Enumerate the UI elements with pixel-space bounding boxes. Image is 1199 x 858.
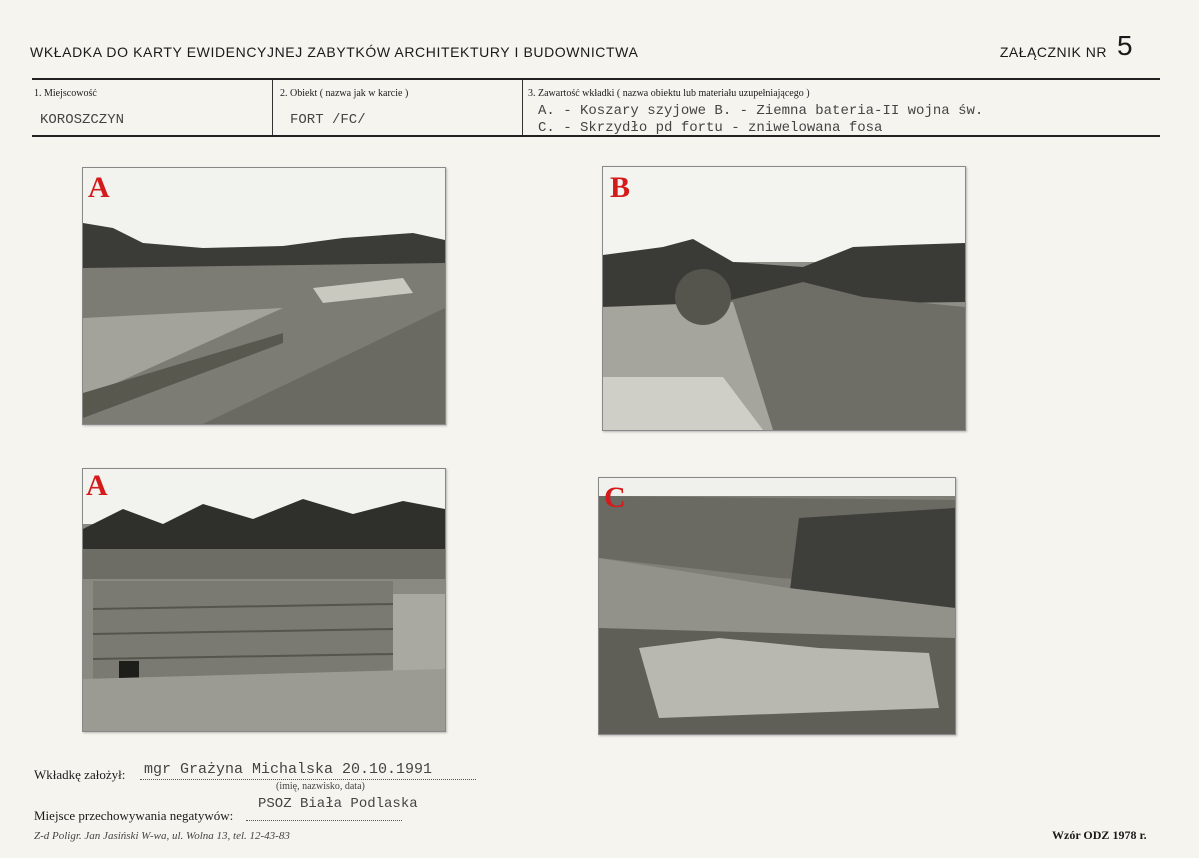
field-divider-2 [522, 80, 523, 135]
contents-line-2: C. - Skrzydło pd fortu - zniwelowana fosa [538, 120, 883, 136]
photo-letter-a-top: A [88, 171, 110, 204]
header-top-rule [32, 78, 1160, 80]
photo-c-leveled-moat-image [599, 478, 955, 734]
photo-letter-a-bottom: A [86, 469, 108, 502]
negatives-label: Miejsce przechowywania negatywów: [34, 808, 234, 823]
created-by-hint: (imię, nazwisko, data) [276, 781, 365, 792]
contents-label: 3. Zawartość wkładki ( nazwa obiektu lub materiału uzupełniającego ) [528, 88, 810, 99]
attachment-number: 5 [1117, 30, 1133, 61]
template-number: Wzór ODZ 1978 r. [1052, 828, 1147, 842]
field-divider-1 [272, 80, 273, 135]
document-title: WKŁADKA DO KARTY EWIDENCYJNEJ ZABYTKÓW ARCHITEKTURY I BUDOWNICTWA [30, 44, 639, 60]
object-value: FORT /FC/ [290, 112, 366, 128]
photo-c-leveled-moat [598, 477, 956, 735]
negatives-value: PSOZ Biała Podlaska [258, 796, 418, 812]
photo-a-barracks-top [82, 167, 446, 425]
negatives-dotted-line [246, 820, 402, 821]
photo-a-barracks-top-image [83, 168, 445, 424]
photo-a-barracks-wall [82, 468, 446, 732]
locality-label: 1. Miejscowość [34, 88, 97, 99]
contents-line-1: A. - Koszary szyjowe B. - Ziemna bateria-II wojna św. [538, 103, 984, 119]
photo-letter-b: B [610, 171, 631, 204]
photo-b-earth-battery [602, 166, 966, 431]
created-by-value: mgr Grażyna Michalska 20.10.1991 [144, 761, 433, 778]
object-label: 2. Obiekt ( nazwa jak w karcie ) [280, 88, 409, 99]
photo-a-barracks-wall-image [83, 469, 445, 731]
photo-b-earth-battery-image [603, 167, 965, 430]
attachment-label: ZAŁĄCZNIK NR [999, 44, 1107, 60]
printer-imprint: Z-d Poligr. Jan Jasiński W-wa, ul. Wolna 13, tel. 12-43-83 [34, 830, 290, 842]
created-by-label: Wkładkę założył: [34, 767, 126, 782]
photo-letter-c: C [604, 481, 626, 514]
locality-value: KOROSZCZYN [40, 112, 125, 128]
created-by-dotted-line [140, 779, 476, 780]
